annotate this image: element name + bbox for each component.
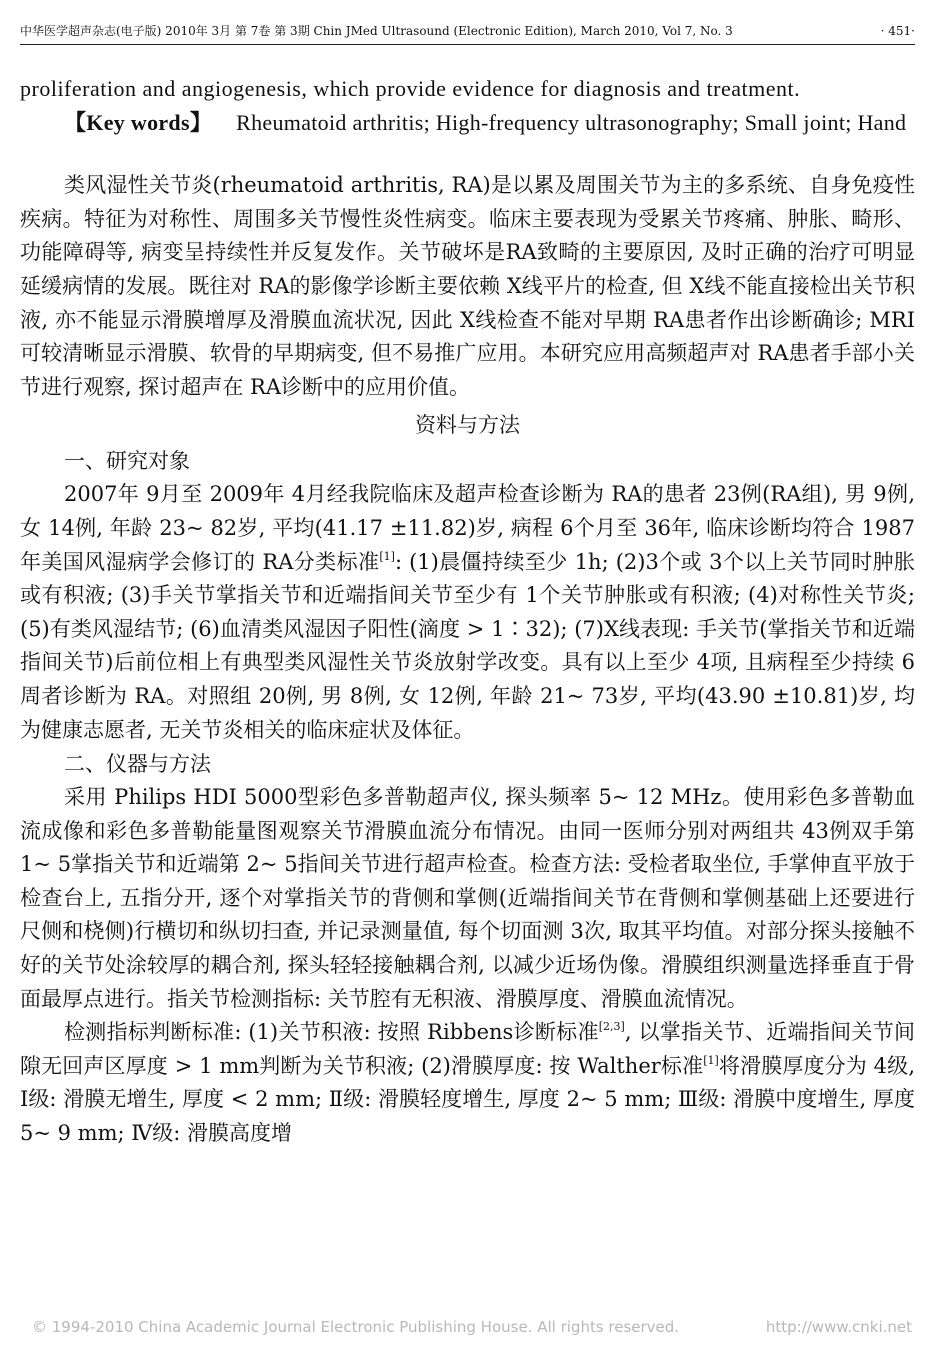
spacer (20, 139, 915, 169)
copyright-text: © 1994-2010 China Academic Journal Electronic Publishing House. All rights reserved. (32, 1318, 680, 1336)
criteria-text-b: , 以掌指关节、近端指间关节间隙无回声区厚度 > 1 mm判断为关节积液; (2)滑膜厚度: 按 Walther标准 (20, 1020, 915, 1078)
keywords-label: 【Key words】 (64, 109, 213, 135)
criteria-text-c: 将滑膜厚度分为 4级, Ⅰ级: 滑膜无增生, 厚度 < 2 mm; Ⅱ级: 滑膜轻度增生, 厚度 2~ 5 mm; Ⅲ级: 滑膜中度增生, 厚度 5~ 9 mm; Ⅳ级: 滑膜高度增 (20, 1053, 915, 1146)
citation-ref: [1] (703, 1053, 719, 1067)
page-number: · 451· (880, 24, 915, 38)
website-link[interactable]: http://www.cnki.net (765, 1318, 912, 1336)
running-header (20, 22, 915, 45)
instruments-paragraph: 采用 Philips HDI 5000型彩色多普勒超声仪, 探头频率 5~ 12 MHz。使用彩色多普勒血流成像和彩色多普勒能量图观察关节滑膜血流分布情况。由同一医师分别对两组共 43例双手第 1~ 5掌指关节和近端第 2~ 5指间关节进行超声检查。检查方法: 受检者取坐位, 手掌伸直平放于检查台上, 五指分开, 逐个对掌指关节的背侧和掌侧(近端指间关节在背侧和掌侧基础上还要进行尺侧和桡侧)行横切和纵切扫查, 并记录测量值, 每个切面测 3次, 取其平均值。对部分探头接触不好的关节处涂较厚的耦合剂, 探头轻轻接触耦合剂, 以减少近场伪像。滑膜组织测量选择垂直于骨面最厚点进行。指关节检测指标: 关节腔有无积液、滑膜厚度、滑膜血流情况。 (20, 785, 915, 1011)
subjects-paragraph (20, 478, 915, 747)
copyright-footer (32, 1318, 912, 1336)
citation-ref: [1] (379, 549, 395, 563)
criteria-text-a: 检测指标判断标准: (1)关节积液: 按照 Ribbens诊断标准 (64, 1020, 599, 1045)
article-body (20, 72, 915, 1151)
abstract-tail: proliferation and angiogenesis, which provide evidence for diagnosis and treatment. (20, 76, 801, 101)
citation-ref: [2,3] (598, 1020, 625, 1034)
keywords-text: Rheumatoid arthritis; High-frequency ultrasonography; Small joint; Hand (236, 109, 907, 135)
section-title-methods: 资料与方法 (415, 413, 520, 438)
keywords-line (20, 106, 915, 140)
criteria-paragraph (20, 1016, 915, 1150)
introduction-paragraph: 类风湿性关节炎(rheumatoid arthritis, RA)是以累及周围关节为主的多系统、自身免疫性疾病。特征为对称性、周围多关节慢性炎性病变。临床主要表现为受累关节疼痛、肿胀、畸形、功能障碍等, 病变呈持续性并反复发作。关节破坏是RA致畸的主要原因, 及时正确的治疗可明显延缓病情的发展。既往对 RA的影像学诊断主要依赖 X线平片的检查, 但 X线不能直接检出关节积液, 亦不能显示滑膜增厚及滑膜血流状况, 因此 X线检查不能对早期 RA患者作出诊断确诊; MRI可较清晰显示滑膜、软骨的早期病变, 但不易推广应用。本研究应用高频超声对 RA患者手部小关节进行观察, 探讨超声在 RA诊断中的应用价值。 (20, 173, 915, 399)
journal-citation-header: 中华医学超声杂志(电子版) 2010年 3月 第 7卷 第 3期 Chin JMed Ultrasound (Electronic Edition), March 2010, Vol 7, No. 3 (20, 24, 733, 38)
subsection-title-subjects: 一、研究对象 (64, 449, 190, 474)
subjects-text-b: : (1)晨僵持续至少 1h; (2)3个或 3个以上关节同时肿胀或有积液; (3)手关节掌指关节和近端指间关节至少有 1个关节肿胀或有积液; (4)对称性关节炎; (5)有类风湿结节; (6)血清类风湿因子阳性(滴度 > 1∶32); (7)X线表现: 手关节(掌指关节和近端指间关节)后前位相上有典型类风湿性关节炎放射学改变。具有以上至少 4项, 且病程至少持续 6周者诊断为 RA。对照组 20例, 男 8例, 女 12例, 年龄 21~ 73岁, 平均(43.90 ±10.81)岁, 均为健康志愿者, 无关节炎相关的临床症状及体征。 (20, 549, 916, 742)
subsection-title-instruments: 二、仪器与方法 (64, 752, 211, 777)
subjects-text-a: 2007年 9月至 2009年 4月经我院临床及超声检查诊断为 RA的患者 23例(RA组), 男 9例, 女 14例, 年龄 23~ 82岁, 平均(41.17 ±11.82)岁, 病程 6个月至 36年, 临床诊断均符合 1987年美国风湿病学会修订的 RA分类标准 (20, 482, 915, 574)
